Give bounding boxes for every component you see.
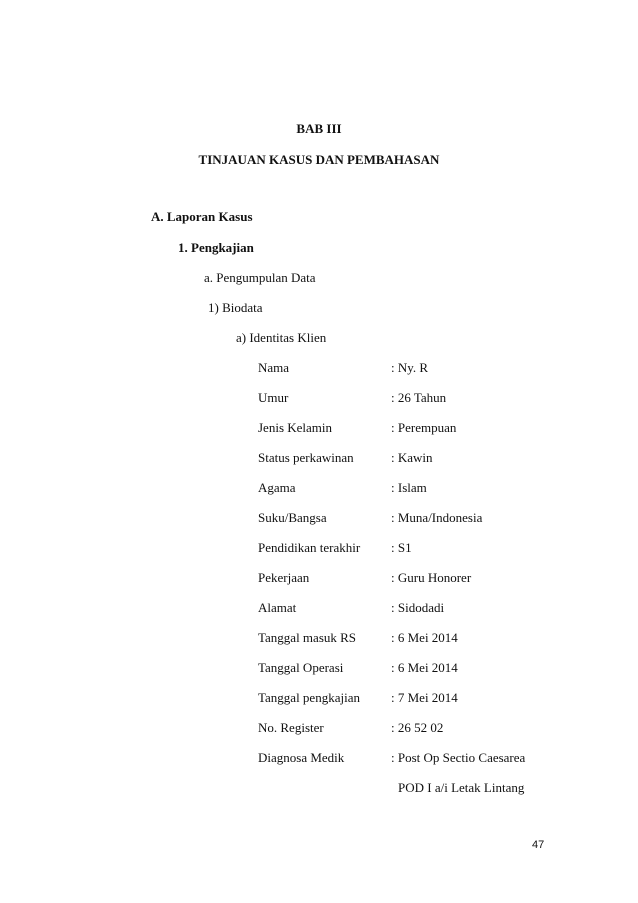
subsection-identitas-klien: a) Identitas Klien xyxy=(236,330,327,345)
section-heading-laporan-kasus: A. Laporan Kasus xyxy=(151,209,253,224)
chapter-number: BAB III xyxy=(296,121,342,136)
chapter-title: TINJAUAN KASUS DAN PEMBAHASAN xyxy=(198,152,440,167)
identity-row xyxy=(258,480,578,496)
identity-value: : S1 xyxy=(391,540,412,555)
identity-label: Suku/Bangsa xyxy=(258,510,327,525)
identity-label: Diagnosa Medik xyxy=(258,750,345,765)
identity-value: : Islam xyxy=(391,480,427,495)
identity-row xyxy=(258,570,578,586)
identity-label: Umur xyxy=(258,390,289,405)
identity-label: Nama xyxy=(258,360,290,375)
identity-label: Pendidikan terakhir xyxy=(258,540,361,555)
identity-row xyxy=(258,750,578,766)
identity-label: Pekerjaan xyxy=(258,570,310,585)
identity-label: Tanggal Operasi xyxy=(258,660,344,675)
identity-value: : 6 Mei 2014 xyxy=(391,660,458,675)
identity-row xyxy=(258,660,578,676)
identity-value: : 6 Mei 2014 xyxy=(391,630,458,645)
identity-label: Status perkawinan xyxy=(258,450,354,465)
identity-value: : Sidodadi xyxy=(391,600,445,615)
identity-value: : Ny. R xyxy=(391,360,429,375)
subsection-biodata: 1) Biodata xyxy=(208,300,263,315)
identity-label: No. Register xyxy=(258,720,324,735)
identity-value: : Muna/Indonesia xyxy=(391,510,483,525)
identity-value: : Post Op Sectio Caesarea xyxy=(391,750,526,765)
subsection-heading-pengkajian: 1. Pengkajian xyxy=(178,240,254,255)
identity-row xyxy=(258,600,578,616)
identity-label: Tanggal pengkajian xyxy=(258,690,360,705)
identity-label: Alamat xyxy=(258,600,297,615)
identity-row xyxy=(258,720,578,736)
diagnosis-continuation: POD I a/i Letak Lintang xyxy=(398,780,525,795)
subsection-pengumpulan-data: a. Pengumpulan Data xyxy=(204,270,316,285)
identity-row xyxy=(258,690,578,706)
identity-row xyxy=(258,360,578,376)
identity-row xyxy=(258,630,578,646)
identity-row xyxy=(258,450,578,466)
identity-row xyxy=(258,390,578,406)
identity-value: : Perempuan xyxy=(391,420,457,435)
identity-value: : 26 Tahun xyxy=(391,390,447,405)
page-number: 47 xyxy=(532,839,545,851)
identity-row xyxy=(258,510,578,526)
identity-label: Agama xyxy=(258,480,296,495)
identity-row xyxy=(258,540,578,556)
identity-label: Jenis Kelamin xyxy=(258,420,333,435)
identity-value: : 7 Mei 2014 xyxy=(391,690,458,705)
identity-label: Tanggal masuk RS xyxy=(258,630,357,645)
identity-value: : Guru Honorer xyxy=(391,570,472,585)
identity-value: : Kawin xyxy=(391,450,433,465)
identity-row xyxy=(258,420,578,436)
identity-value: : 26 52 02 xyxy=(391,720,444,735)
